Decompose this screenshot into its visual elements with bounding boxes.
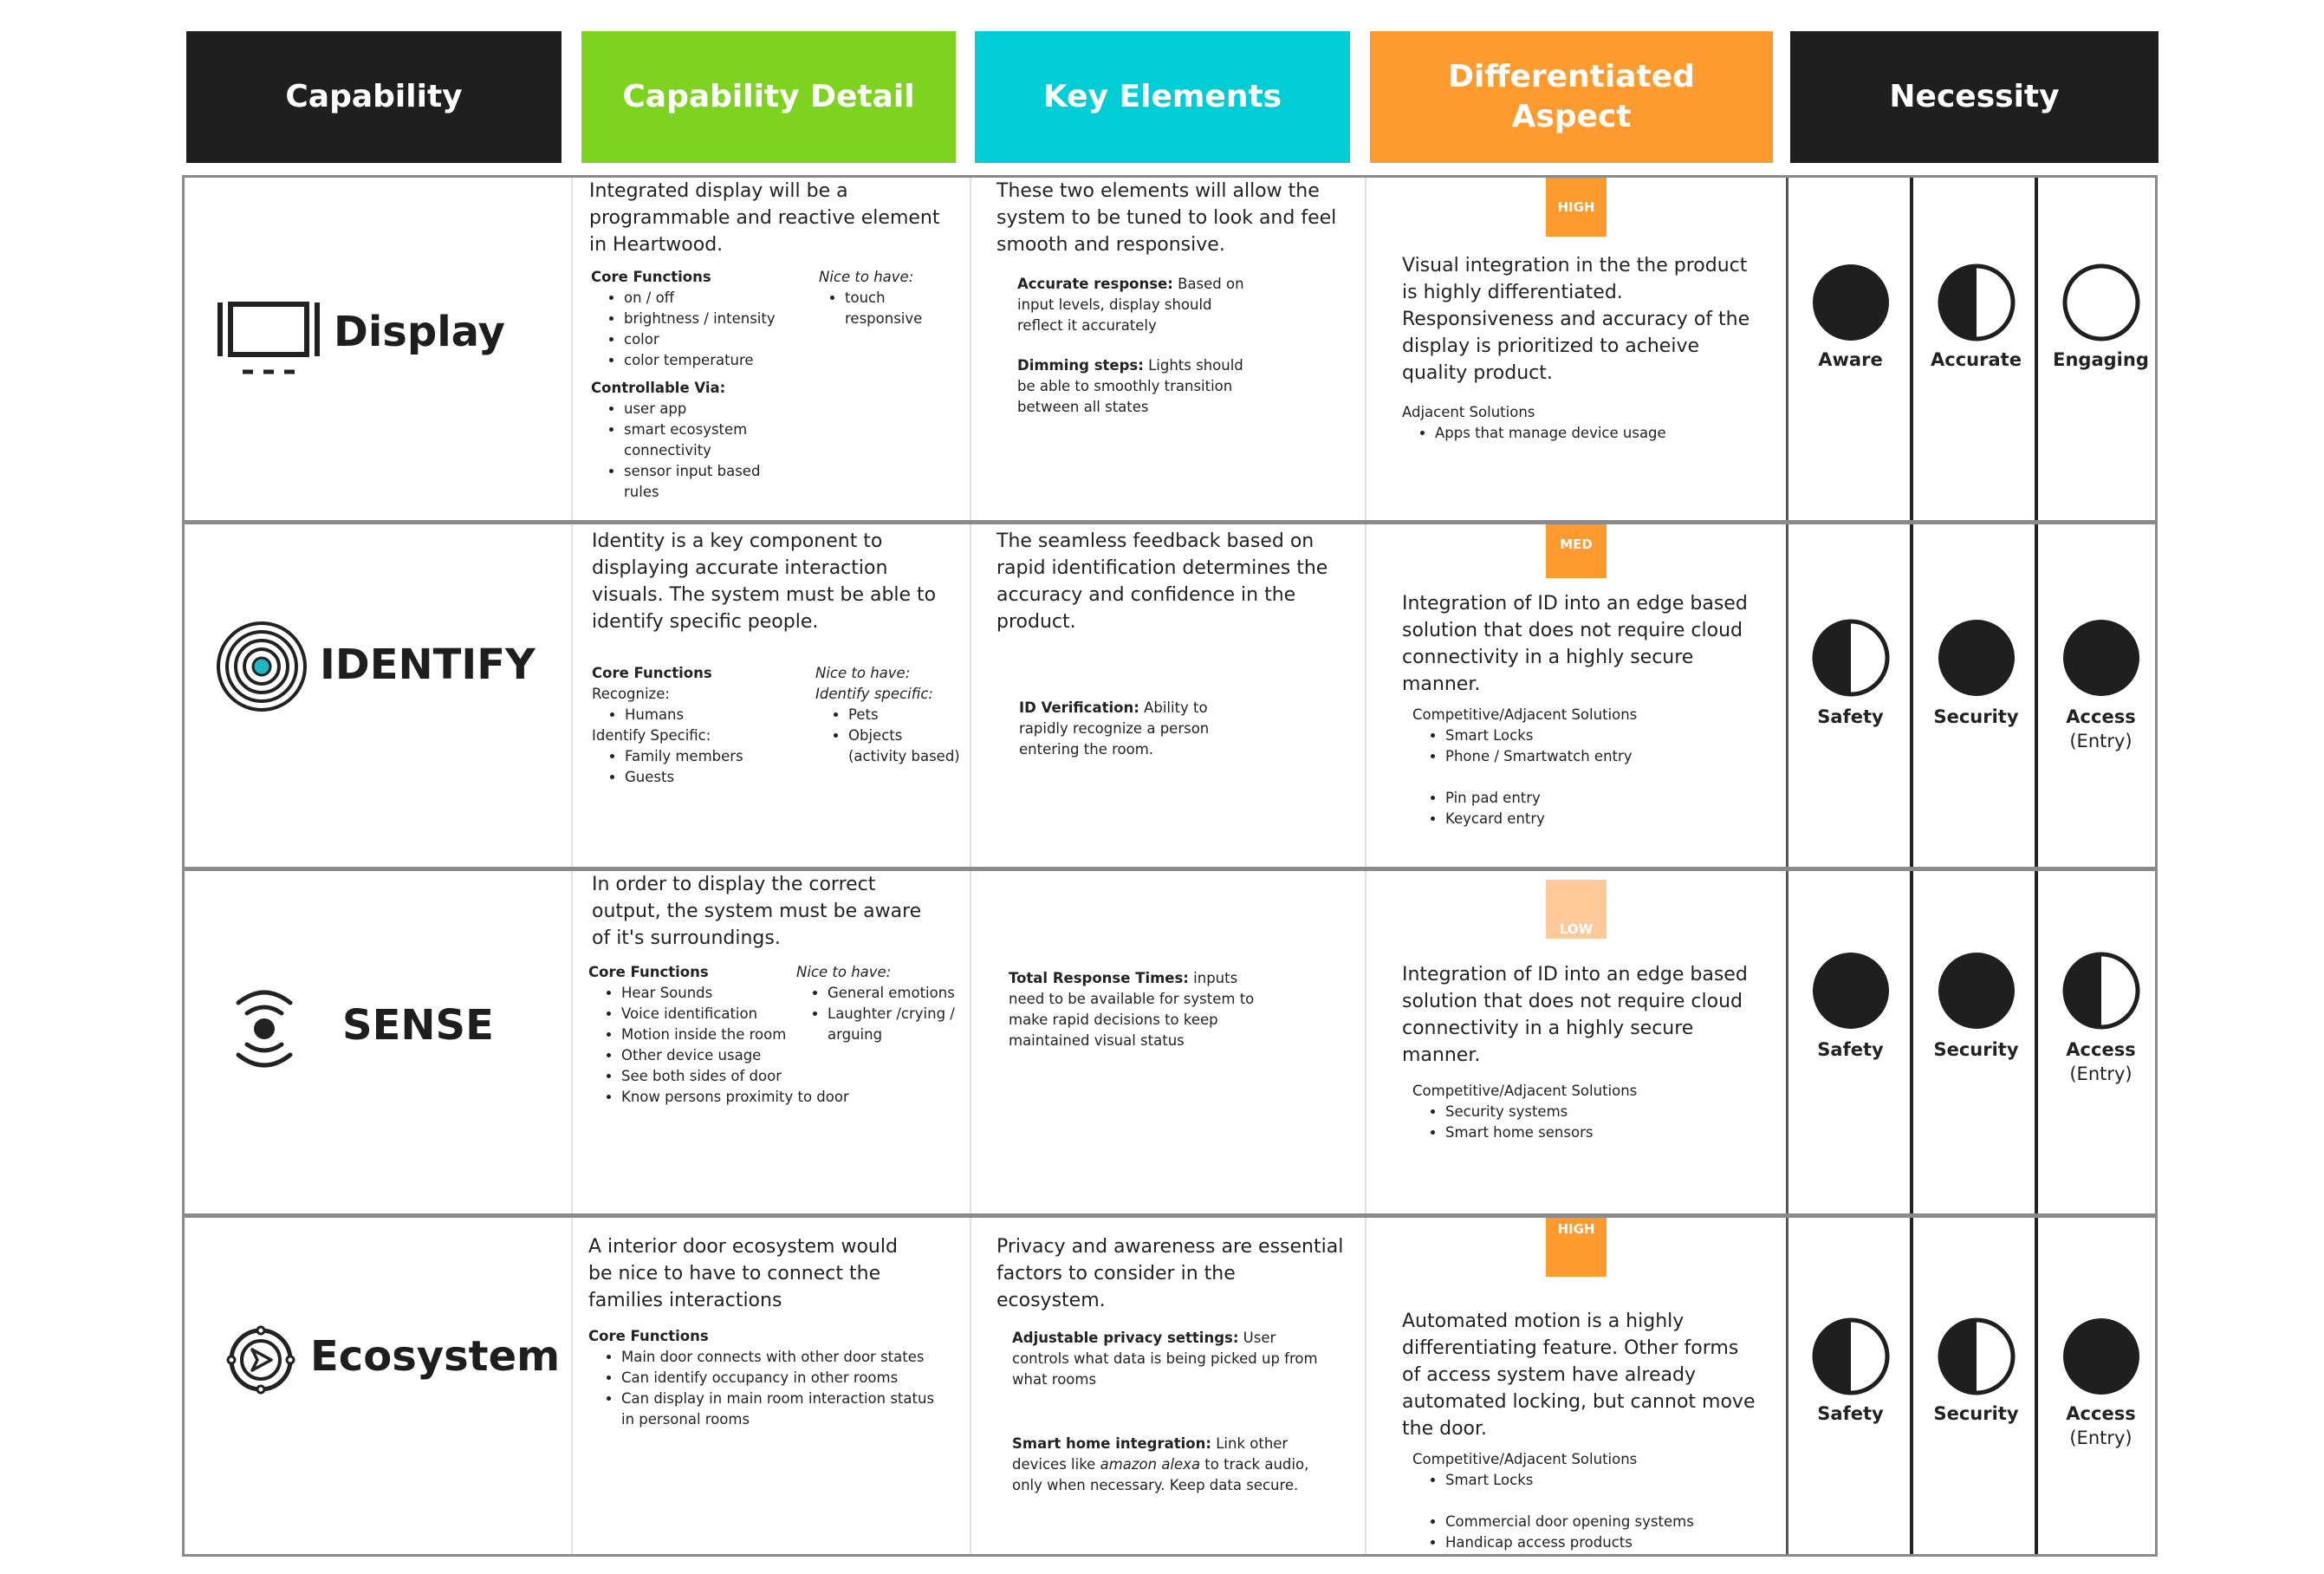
necessity-cell xyxy=(1788,871,1913,1213)
header-key-elements: Key Elements xyxy=(975,31,1350,163)
necessity-cell xyxy=(1913,871,2039,1213)
detail-cell xyxy=(592,528,960,793)
necessity-label: Security xyxy=(1933,1039,2019,1060)
key-element: ID Verification: Ability to rapidly recognize a person entering the room. xyxy=(1019,699,1210,758)
controllable-via-title: Controllable Via: xyxy=(591,380,726,396)
key-elements-cell xyxy=(996,1233,1347,1496)
key-intro: The seamless feedback based on rapid identification determines the accuracy and confidence in the product. xyxy=(996,530,1328,633)
necessity-label: Aware xyxy=(1818,349,1883,370)
list-item: • color xyxy=(624,329,799,350)
list-item: • Laughter /crying / arguing xyxy=(828,1004,958,1045)
necessity-cell xyxy=(1788,178,1913,520)
key-elements-cell xyxy=(996,178,1347,418)
full-circle-icon xyxy=(1937,618,2016,698)
half-circle-icon xyxy=(1937,263,2016,342)
full-circle-icon xyxy=(2061,1317,2141,1396)
header-differentiated-aspect: Differentiated Aspect xyxy=(1370,31,1773,163)
nice-to-have-title: Nice to have: xyxy=(815,665,911,681)
differentiated-cell xyxy=(1402,961,1757,1143)
list-item: • Pets xyxy=(848,705,963,725)
list-item: • brightness / intensity xyxy=(624,309,799,329)
detail-cell xyxy=(589,178,958,500)
core-functions-title: Core Functions xyxy=(588,1328,709,1344)
capability-cell xyxy=(185,524,575,867)
list-item: • color temperature xyxy=(624,350,799,371)
row-ecosystem xyxy=(185,1213,2155,1554)
row-sense xyxy=(185,867,2155,1213)
necessity-cell xyxy=(1913,178,2039,520)
row-display xyxy=(185,178,2155,520)
key-element: Total Response Times: inputs need to be available for system to make rapid decisions to keep maintained visual status xyxy=(1009,970,1255,1049)
full-circle-icon xyxy=(1937,951,2016,1031)
list-item: • Handicap access products xyxy=(1445,1532,1757,1553)
full-circle-icon xyxy=(1811,263,1891,342)
capability-table xyxy=(182,175,2158,1557)
list-item: • Guests xyxy=(625,767,808,788)
diff-list-title: Competitive/Adjacent Solutions xyxy=(1412,1083,1638,1099)
priority-badge: MED xyxy=(1546,524,1607,578)
list-item: • Humans xyxy=(625,705,808,725)
necessity-cell xyxy=(2038,178,2164,520)
necessity-cell xyxy=(2038,524,2164,867)
list-item: • touch responsive xyxy=(845,288,932,329)
capability-cell xyxy=(185,1218,575,1554)
key-intro: These two elements will allow the system to be tuned to look and feel smooth and responsive. xyxy=(996,180,1337,256)
key-intro: Privacy and awareness are essential factors to consider in the ecosystem. xyxy=(996,1236,1344,1311)
differentiated-cell xyxy=(1402,252,1757,444)
list-item: • on / off xyxy=(624,288,799,309)
diff-text: Integration of ID into an edge based solution that does not require cloud connectivity in a highly secure manner. xyxy=(1402,593,1748,695)
core-functions-title: Core Functions xyxy=(588,964,709,980)
key-element: Dimming steps: Lights should be able to smoothly transition between all states xyxy=(1017,357,1243,415)
key-element: Smart home integration: Link other devices like amazon alexa to track audio, only when necessary. Keep data secure. xyxy=(1012,1435,1309,1493)
necessity-label: Security xyxy=(1933,1403,2019,1424)
list-item: • Family members xyxy=(625,746,808,767)
diff-list-title: Adjacent Solutions xyxy=(1402,404,1535,420)
diff-text: Visual integration in the the product is highly differentiated. Responsiveness and accuracy of the display is prioritized to acheive quality product. xyxy=(1402,255,1750,384)
differentiated-cell xyxy=(1402,590,1757,829)
sense-signal-icon xyxy=(230,984,299,1074)
half-circle-icon xyxy=(1811,618,1891,698)
necessity-cell xyxy=(2038,871,2164,1213)
half-circle-icon xyxy=(1811,1317,1891,1396)
half-circle-icon xyxy=(1937,1317,2016,1396)
key-elements-cell xyxy=(1009,968,1260,1051)
necessity-cell xyxy=(1913,1218,2039,1554)
list-item: • Smart Locks xyxy=(1445,1470,1757,1491)
diff-text: Automated motion is a highly differentiating feature. Other forms of access system have already automated locking, but cannot move the door. xyxy=(1402,1311,1756,1440)
diff-list-title: Competitive/Adjacent Solutions xyxy=(1412,1451,1638,1467)
header-capability-detail: Capability Detail xyxy=(581,31,956,163)
detail-intro: A interior door ecosystem would be nice to have to connect the families interactions xyxy=(588,1236,898,1311)
identify-target-icon xyxy=(215,620,308,713)
capability-name: Display xyxy=(334,308,505,356)
list-item: • Can display in main room interaction status in personal rooms xyxy=(621,1389,942,1430)
priority-badge: LOW xyxy=(1546,880,1607,939)
half-circle-icon xyxy=(2061,951,2141,1031)
detail-cell xyxy=(588,871,960,1118)
detail-intro: Identity is a key component to displaying accurate interaction visuals. The system must be able to identify specific people. xyxy=(592,530,937,633)
full-circle-icon xyxy=(2061,618,2141,698)
ecosystem-icon xyxy=(226,1325,295,1395)
list-item: • sensor input based rules xyxy=(624,461,799,503)
key-element: Accurate response: Based on input levels, display should reflect it accurately xyxy=(1017,276,1244,334)
necessity-cell xyxy=(1913,524,2039,867)
header-capability: Capability xyxy=(186,31,562,163)
list-item: • Main door connects with other door states xyxy=(621,1347,957,1368)
necessity-label: Access (Entry) xyxy=(2066,1039,2136,1084)
diff-text: Integration of ID into an edge based solution that does not require cloud connectivity in a highly secure manner. xyxy=(1402,964,1748,1066)
necessity-label: Security xyxy=(1933,706,2019,727)
necessity-cell xyxy=(1788,524,1913,867)
differentiated-cell xyxy=(1402,1308,1757,1553)
full-circle-icon xyxy=(1811,951,1891,1031)
necessity-label: Safety xyxy=(1817,706,1884,727)
necessity-label: Engaging xyxy=(2053,349,2149,370)
list-item: • Security systems xyxy=(1445,1102,1757,1122)
necessity-label: Safety xyxy=(1817,1403,1884,1424)
nice-to-have-title: Nice to have: xyxy=(796,964,892,980)
key-elements-cell xyxy=(996,528,1347,760)
sub-title: Identify specific: xyxy=(815,686,933,702)
key-element: Adjustable privacy settings: User controls what data is being picked up from what rooms xyxy=(1012,1330,1318,1388)
nice-to-have-title: Nice to have: xyxy=(819,269,914,285)
list-item: • Voice identification xyxy=(621,1004,814,1024)
capability-cell xyxy=(185,871,575,1213)
capability-name: Ecosystem xyxy=(310,1332,561,1381)
list-item: • Hear Sounds xyxy=(621,983,814,1004)
header-necessity: Necessity xyxy=(1790,31,2158,163)
list-item: • Phone / Smartwatch entry xyxy=(1445,746,1757,767)
necessity-label: Safety xyxy=(1817,1039,1884,1060)
sub-title: Recognize: xyxy=(592,686,670,702)
list-item: • General emotions xyxy=(828,983,961,1004)
list-item: • See both sides of door xyxy=(621,1066,814,1087)
list-item: • Commercial door opening systems xyxy=(1445,1512,1757,1532)
priority-badge: HIGH xyxy=(1546,1218,1607,1277)
priority-badge: HIGH xyxy=(1546,178,1607,237)
list-item: • Pin pad entry xyxy=(1445,788,1757,809)
row-identify xyxy=(185,520,2155,867)
sub-title: Identify Specific: xyxy=(592,727,711,744)
detail-cell xyxy=(588,1233,957,1430)
list-item: • user app xyxy=(624,399,799,420)
necessity-cell xyxy=(1788,1218,1913,1554)
list-item: • Know persons proximity to door xyxy=(621,1087,873,1108)
capability-cell xyxy=(185,178,575,520)
core-functions-title: Core Functions xyxy=(591,269,711,285)
capability-name: IDENTIFY xyxy=(320,641,536,689)
list-item: • Smart home sensors xyxy=(1445,1122,1757,1143)
list-item: • Keycard entry xyxy=(1445,809,1757,829)
list-item: • Motion inside the room xyxy=(621,1024,814,1045)
capability-name: SENSE xyxy=(342,1001,494,1050)
list-item: • smart ecosystem connectivity xyxy=(624,420,799,461)
list-item: • Objects (activity based) xyxy=(848,725,961,767)
display-icon xyxy=(217,299,321,379)
detail-intro: In order to display the correct output, the system must be aware of it's surroundings. xyxy=(592,874,922,949)
diff-list-title: Competitive/Adjacent Solutions xyxy=(1412,706,1638,723)
necessity-label: Access (Entry) xyxy=(2066,1403,2136,1448)
empty-circle-icon xyxy=(2061,263,2141,342)
necessity-label: Access (Entry) xyxy=(2066,706,2136,751)
list-item: • Other device usage xyxy=(621,1045,814,1066)
necessity-cell xyxy=(2038,1218,2164,1554)
detail-intro: Integrated display will be a programmable and reactive element in Heartwood. xyxy=(589,180,940,256)
core-functions-title: Core Functions xyxy=(592,665,712,681)
list-item: • Smart Locks xyxy=(1445,725,1757,746)
necessity-label: Accurate xyxy=(1931,349,2022,370)
list-item: • Apps that manage device usage xyxy=(1435,423,1757,444)
list-item: • Can identify occupancy in other rooms xyxy=(621,1368,957,1389)
